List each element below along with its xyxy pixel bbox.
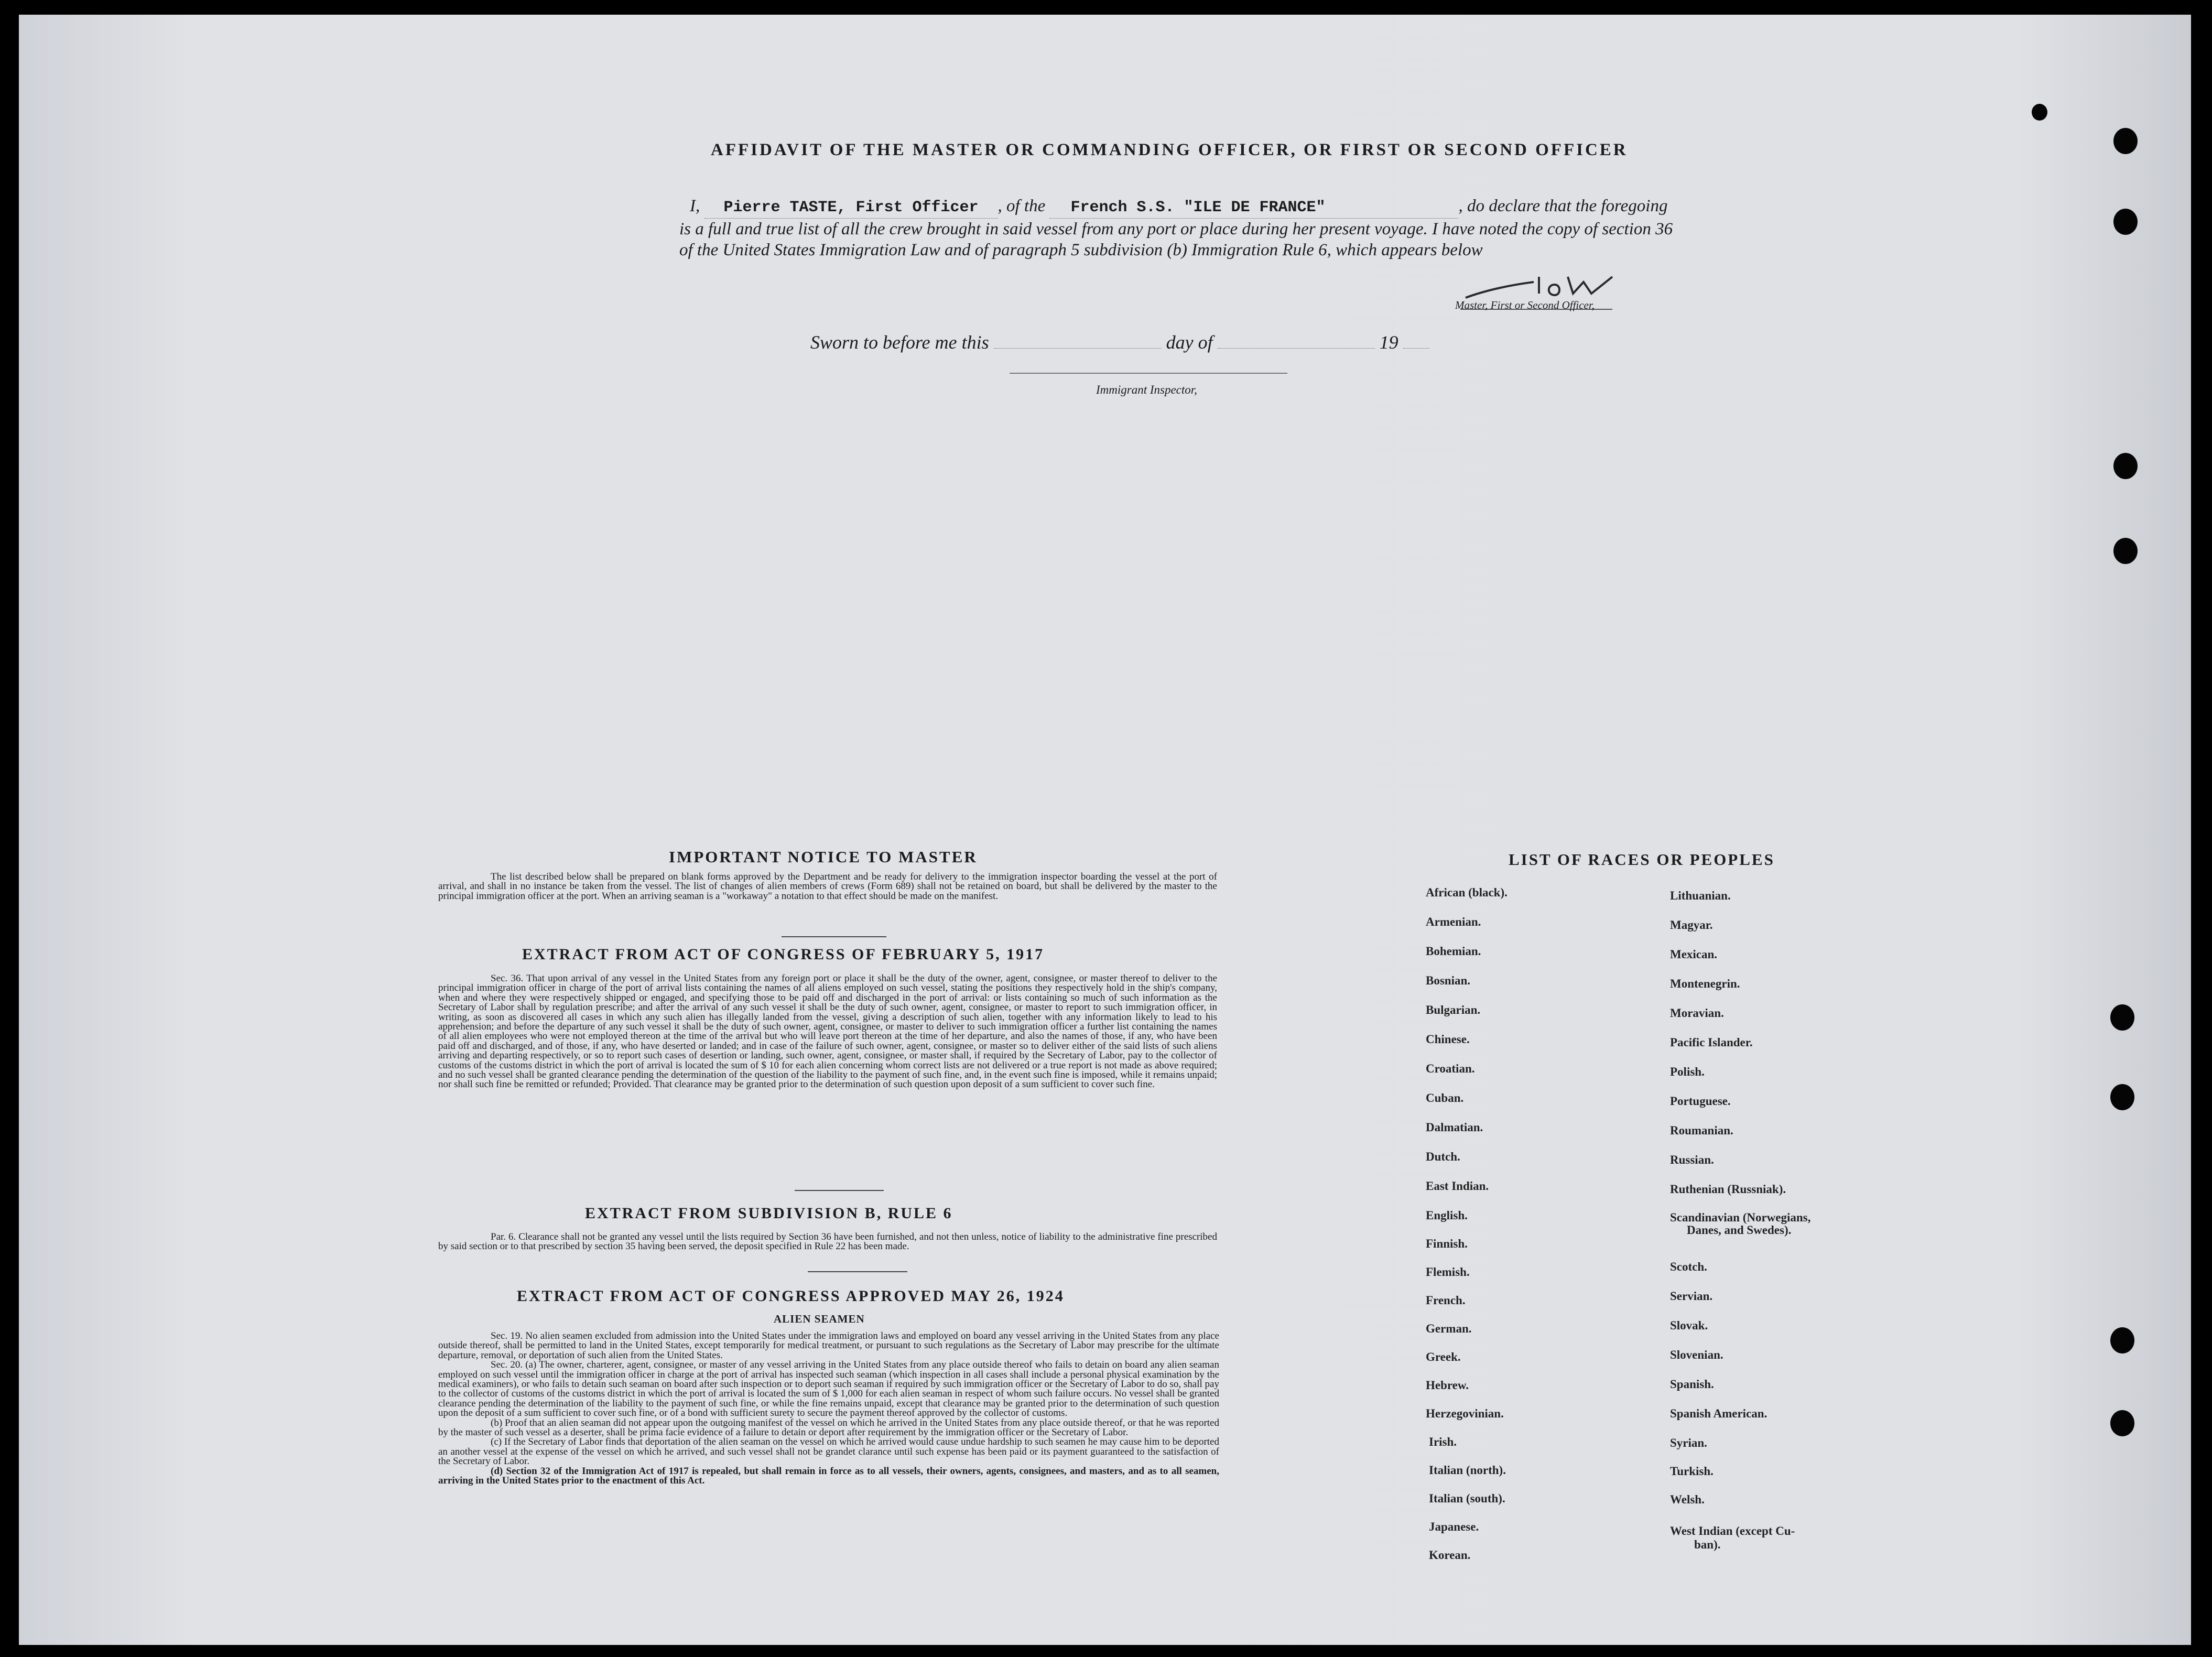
race-item-right: Scandinavian (Norwegians, [1670,1211,1811,1224]
race-item-right: Russian. [1670,1153,1714,1166]
paragraph-6-text: Par. 6. Clearance shall not be granted any vessel until the lists required by Section 36 have been furnished, and not then unless, notice of liability to the administrative fine prescribed by said section or to that prescribed by section 35 having been served, the deposit specified in Rule 22 has been made. [438,1231,1217,1252]
race-item-right: Roumanian. [1670,1124,1733,1137]
race-item-right: West Indian (except Cu- [1670,1524,1795,1537]
extract-1917-title: EXTRACT FROM ACT OF CONGRESS OF FEBRUARY 5, 1917 [522,946,1045,963]
race-item-left: Flemish. [1426,1265,1470,1279]
race-item-left: Bohemian. [1426,945,1481,958]
punch-hole [2113,209,2138,235]
section-20b-text: (b) Proof that an alien seaman did not appear upon the outgoing manifest of the vessel on which he arrived in the United States from any place outside thereof, or that he was reported by the master of such vessel as a deserter, shall be prima facie evidence of a failure to detain or deport after requirement by the immigration officer or the Secretary of Labor. [438,1417,1219,1438]
punch-hole [2032,104,2047,121]
section-36-text: Sec. 36. That upon arrival of any vessel in the United States from any foreign port or place it shall be the duty of the owner, agent, consignee, or master thereof to deliver to the principal immigration officer in charge of the port of arrival lists containing the names of all aliens employed on such vessel, stating the positions they respectively hold in the ship's company, when and where they were respectively shipped or engaged, and specifying those to be paid off and discharged in the port of arrival: or lists containing so much of such information as the Secretary of Labor shall by regulation prescribe; and after the arrival of any such vessel it shall be the duty of such owner, agent, consignee, or master to report to such immigration officer, in writing, as soon as discovered all cases in which any such alien has illegally landed from the vessel, giving a description of such alien, together with any information likely to lead to his apprehension; and before the departure of any such vessel it shall be the duty of such owner, agent, consignee, or master to deliver to such immigration officer a further list containing the names of all alien employees who were not employed thereon at the time of the arrival but who will leave port thereon at the time of her departure, and also the names of those, if any, who have been paid off and discharged, and of those, if any, who have deserted or landed; and in case of the failure of such owner, agent, consignee, or master so to deliver either of the said lists of such aliens arriving and departing respectively, or so to report such cases of desertion or landing, such owner, agent, consignee, or master shall, if required by the Secretary of Labor, pay to the collector of customs of the customs district in which the port of arrival is located the sum of $ 10 for each alien concerning whom correct lists are not delivered or a true report is not made as above required; and no such vessel shall be granted clearance pending the determination of the question of the liability to the payment of such fine, and, in the event such fine is imposed, while it remains unpaid; nor shall such fine be remitted or refunded; Provided. That clearance may be granted prior to the determination of such question upon deposit of a sum sufficient to cover such fine. [438,973,1217,1090]
vessel-name-field: French S.S. "ILE DE FRANCE" [1049,197,1458,219]
sworn-year-field [1403,348,1429,349]
race-item-right: Scotch. [1670,1260,1707,1273]
race-item-left: African (black). [1426,886,1508,899]
race-item-right: ban). [1694,1538,1721,1551]
race-item-right: Welsh. [1670,1493,1705,1506]
divider [782,936,886,937]
race-item-right: Turkish. [1670,1465,1714,1478]
race-item-right: Danes, and Swedes). [1687,1223,1792,1237]
race-item-right: Montenegrin. [1670,977,1740,990]
sworn-month-field [1218,348,1375,349]
race-item-right: Lithuanian. [1670,889,1731,902]
affidavit-title: AFFIDAVIT OF THE MASTER OR COMMANDING OFFICER, OR FIRST OR SECOND OFFICER [711,140,1628,159]
alien-seamen-subtitle: ALIEN SEAMEN [774,1313,865,1325]
notice-text: The list described below shall be prepared on blank forms approved by the Department and be ready for delivery to the immigration inspector boarding the vessel at the port of arrival, and shall in no instance be taken from the vessel. The list of changes of alien members of crews (Form 689) shall not be retained on board, but shall be delivered by the master to the principal immigration officer at the port. When an arriving seaman is a "workaway" a notation to that effect should be made on the manifest. [438,871,1217,902]
declaration-paragraph [679,196,1675,261]
sworn-day-field [994,348,1162,349]
race-item-right: Spanish. [1670,1378,1714,1391]
race-item-left: Bulgarian. [1426,1003,1481,1016]
race-item-right: Spanish American. [1670,1407,1768,1420]
race-item-right: Mexican. [1670,948,1718,961]
officer-caption: Master, First or Second Officer, [1455,299,1595,311]
race-item-right: Servian. [1670,1290,1713,1303]
race-item-left: Dutch. [1426,1150,1460,1163]
declaration-declare: , do declare [1458,197,1540,215]
officer-name-field: Pierre TASTE, First Officer [704,197,998,219]
officer-signature [1455,261,1665,324]
notice-title: IMPORTANT NOTICE TO MASTER [669,848,978,866]
race-item-left: Finnish. [1426,1237,1468,1250]
punch-hole [2113,128,2138,154]
extract-rule6-title: EXTRACT FROM SUBDIVISION B, RULE 6 [585,1205,953,1222]
inspector-caption: Immigrant Inspector, [1096,383,1197,396]
punch-hole [2113,538,2138,564]
sworn-line [810,331,1429,353]
punch-hole [2110,1084,2134,1110]
declaration-of-the: , of the [997,197,1046,215]
race-item-left: English. [1426,1209,1468,1222]
race-item-left: Armenian. [1426,915,1481,928]
document-page [19,15,2191,1645]
punch-hole [2110,1327,2134,1353]
race-item-left: Irish. [1429,1435,1457,1448]
race-item-right: Polish. [1670,1065,1705,1078]
section-19-20-text [438,1331,1219,1486]
race-item-left: Hebrew. [1426,1379,1469,1392]
race-item-right: Syrian. [1670,1436,1707,1449]
race-item-left: Dalmatian. [1426,1121,1483,1134]
race-item-left: Herzegovinian. [1426,1407,1504,1420]
section-20c-text: (c) If the Secretary of Labor finds that deportation of the alien seaman on the vessel on which he arrived would cause undue hardship to such seamen he may cause him to be deported an another vessel at the expense of the vessel on which he arrived, and such vessel shall not be grandet clarance until such expense has been paid or its payment guaranteed to the satisfaction of the Secretary of Labor. [438,1436,1219,1467]
race-item-right: Portuguese. [1670,1095,1731,1108]
punch-hole [2110,1410,2134,1436]
race-item-left: Croatian. [1426,1062,1475,1075]
race-item-right: Slovak. [1670,1319,1708,1332]
race-item-left: French. [1426,1294,1466,1307]
day-of-label: day of [1166,332,1213,353]
sworn-label: Sworn to before me this [810,332,989,353]
race-item-left: East Indian. [1426,1179,1489,1193]
race-item-left: Korean. [1429,1548,1471,1562]
race-item-left: Bosnian. [1426,974,1471,987]
race-item-left: Greek. [1426,1350,1461,1363]
races-title: LIST OF RACES OR PEOPLES [1509,850,1775,869]
divider [795,1190,884,1191]
race-item-left: Japanese. [1429,1520,1479,1533]
extract-1924-title: EXTRACT FROM ACT OF CONGRESS APPROVED MAY 26, 1924 [517,1287,1065,1305]
race-item-left: Italian (north). [1429,1464,1506,1477]
inspector-signature-line [1010,373,1287,374]
race-item-left: Cuban. [1426,1091,1464,1104]
race-item-right: Pacific Islander. [1670,1036,1753,1049]
race-item-right: Moravian. [1670,1006,1724,1020]
punch-hole [2110,1004,2134,1031]
race-item-right: Slovenian. [1670,1348,1723,1361]
declaration-i: I, [690,197,700,215]
race-item-left: Chinese. [1426,1033,1470,1046]
year-label: 19 [1379,332,1398,353]
race-item-right: Magyar. [1670,918,1713,932]
punch-hole [2113,453,2138,479]
section-20d-text: (d) Section 32 of the Immigration Act of 1917 is repealed, but shall remain in force as to all vessels, their owners, agents, consignees, and masters, and as to all seamen, arriving in the United States prior to the enactment of this Act. [438,1465,1219,1487]
divider [808,1271,907,1272]
race-item-left: Italian (south). [1429,1492,1505,1505]
section-19-text: Sec. 19. No alien seamen excluded from admission into the United States under the immigration laws and employed on board any vessel arriving in the United States from any place outside thereof, shall be permitted to land in the United States, except temporarily for medical treatment, or pursuant to such regulations as the Secretary of Labor may prescribe for the ultimate departure, removal, or deportation of such alien from the United States. [438,1330,1219,1361]
race-item-right: Ruthenian (Russniak). [1670,1183,1786,1196]
race-item-left: German. [1426,1322,1472,1335]
declaration-body: that the foregoing is a full and true list of all the crew brought in said vessel from any port or place during her present voyage. I have noted the copy of section 36 of the United States Immigration Law and of paragraph 5 subdivision (b) Immigration Rule 6, which appears below [679,197,1673,259]
section-20a-text: Sec. 20. (a) The owner, charterer, agent, consignee, or master of any vessel arriving in the United States from any place outside thereof who fails to detain on board any alien seaman employed on such vessel until the immigration officer in charge at the port of arrival has inspected such seaman (which inspection in all cases shall include a personal physical examination by the medical examiners), or who fails to detain such seaman on board after such inspection or to deport such seaman if required by such immigration officer or the Secretary of Labor to do so, shall pay to the collector of customs of the customs district in which the port of arrival is located the sum of $ 1,000 for each alien seaman in respect of whom such failure occurs. No vessel shall be granted clearance pending the determination of the liability to the payment of such fine, or while the fine remains unpaid, except that clearance may be granted prior to the determination of such question upon the deposit of a sum sufficient to cover such fine, or of a bond with sufficient surety to secure the payment thereof approved by the collector of customs. [438,1359,1219,1419]
